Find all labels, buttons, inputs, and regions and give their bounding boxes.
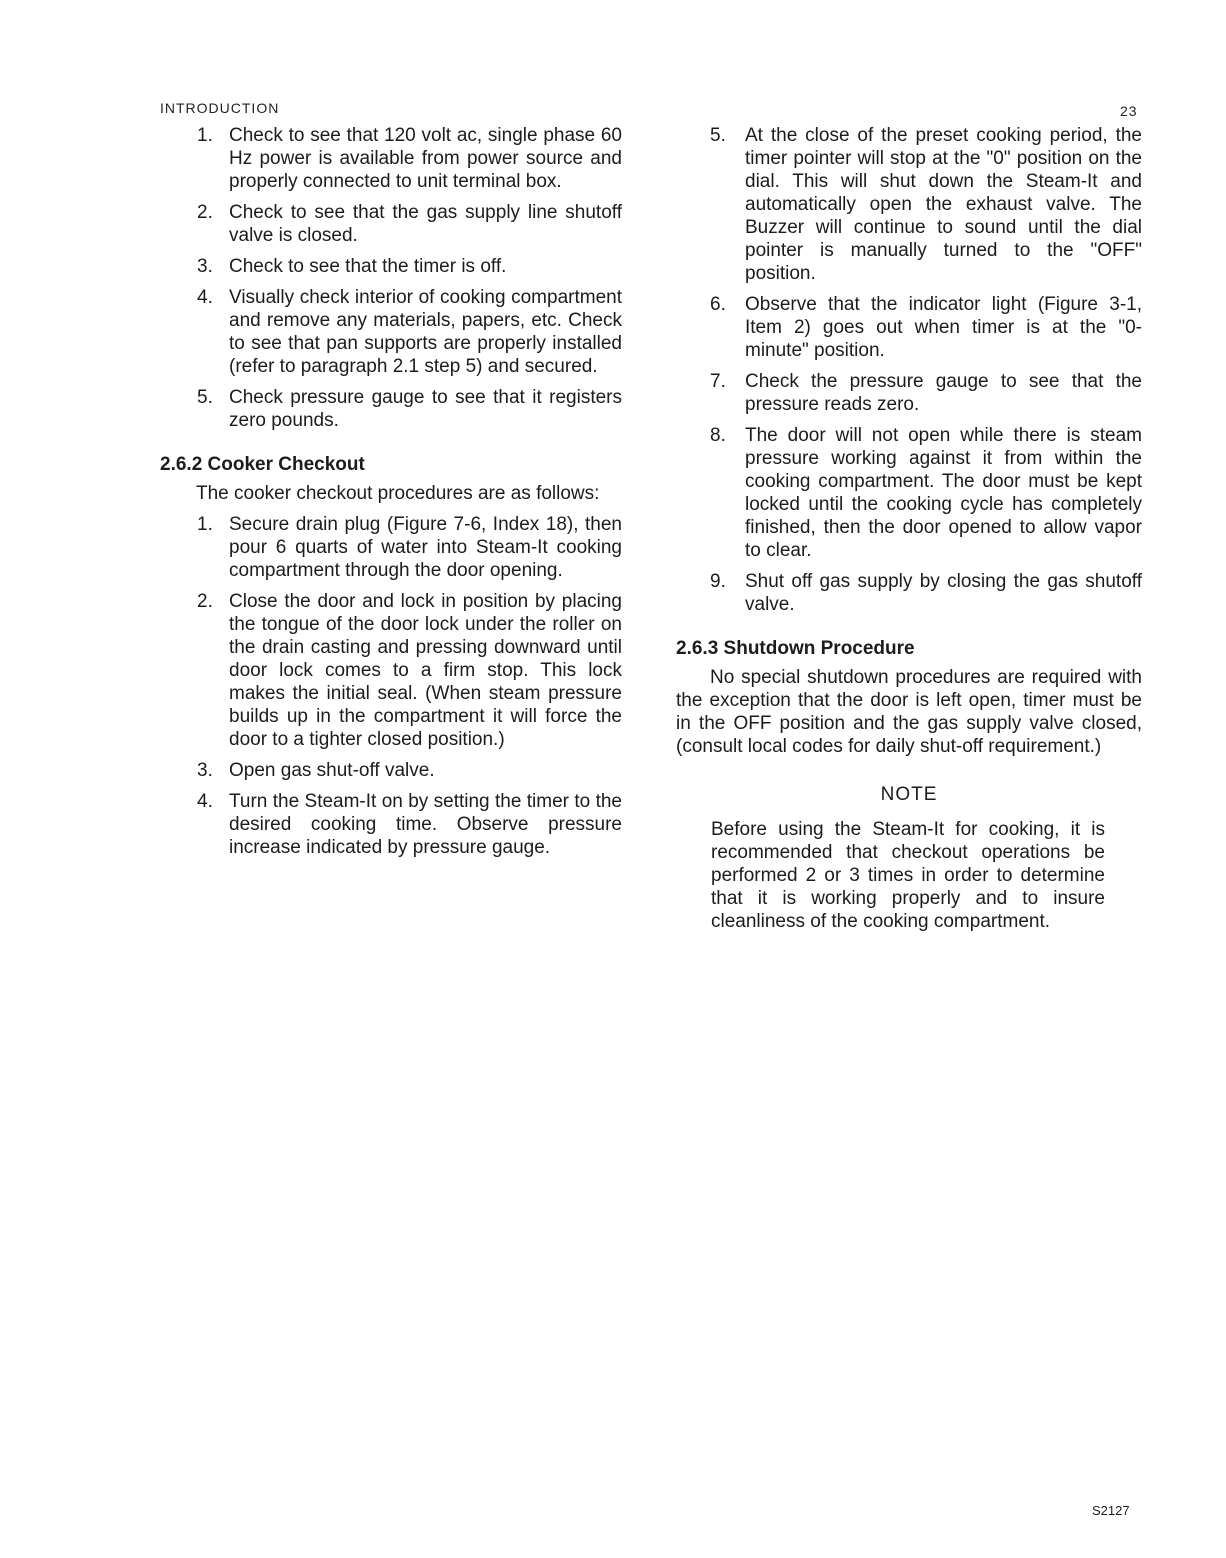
- item-text: Close the door and lock in position by placing the tongue of the door lock under the roller on the drain casting and pressing downward until door lock comes to a firm stop. This lock makes the initial seal. (When steam pressure builds up in the compartment it will force the door to a tighter closed position.): [229, 591, 622, 750]
- preliminary-checklist: [160, 124, 622, 432]
- document-code: S2127: [1092, 1503, 1130, 1518]
- item-text: Turn the Steam-It on by setting the timer to the desired cooking time. Observe pressure increase indicated by pressure gauge.: [229, 791, 622, 858]
- item-text: Observe that the indicator light (Figure 3-1, Item 2) goes out when timer is at the "0-minute" position.: [745, 294, 1142, 361]
- left-column: [160, 124, 622, 867]
- item-text: At the close of the preset cooking period, the timer pointer will stop at the "0" position on the dial. This will shut down the Steam-It and automatically open the exhaust valve. The Buzzer will continue to sound until the dial pointer is manually turned to the "OFF" position.: [745, 125, 1142, 284]
- item-number: 2.: [197, 591, 213, 612]
- list-item: [160, 513, 622, 582]
- note-body: Before using the Steam-It for cooking, it is recommended that checkout operations be performed 2 or 3 times in order to determine that it is working properly and to insure cleanliness of the cooking compartment.: [711, 819, 1105, 932]
- item-text: Check to see that the gas supply line shutoff valve is closed.: [229, 202, 622, 246]
- list-item: [160, 759, 622, 782]
- item-number: 4.: [197, 287, 213, 308]
- list-item: [676, 424, 1142, 562]
- section-title-shutdown: 2.6.3 Shutdown Procedure: [676, 638, 915, 659]
- item-number: 5.: [197, 387, 213, 408]
- list-item: [676, 570, 1142, 616]
- list-item: [160, 386, 622, 432]
- list-item: [160, 790, 622, 859]
- item-text: Check the pressure gauge to see that the pressure reads zero.: [745, 371, 1142, 415]
- list-item: [160, 286, 622, 378]
- shutdown-paragraph: No special shutdown procedures are required with the exception that the door is left open, timer must be in the OFF position and the gas supply valve closed, (consult local codes for daily shut-off requirement.): [676, 667, 1142, 757]
- section-intro: The cooker checkout procedures are as follows:: [196, 483, 600, 504]
- item-text: Secure drain plug (Figure 7-6, Index 18), then pour 6 quarts of water into Steam-It cooking compartment through the door opening.: [229, 514, 622, 581]
- item-number: 9.: [710, 571, 726, 592]
- item-number: 4.: [197, 791, 213, 812]
- item-number: 8.: [710, 425, 726, 446]
- list-item: [676, 293, 1142, 362]
- item-text: Open gas shut-off valve.: [229, 760, 435, 781]
- section-title-cooker-checkout: 2.6.2 Cooker Checkout: [160, 454, 365, 475]
- item-number: 7.: [710, 371, 726, 392]
- list-item: [160, 590, 622, 751]
- section-header: INTRODUCTION: [160, 100, 280, 116]
- item-number: 3.: [197, 760, 213, 781]
- note-title: NOTE: [880, 784, 938, 805]
- cooker-checkout-steps: [160, 513, 622, 859]
- item-number: 1.: [197, 514, 213, 535]
- item-text: Check pressure gauge to see that it registers zero pounds.: [229, 387, 622, 431]
- page-number: 23: [1120, 103, 1138, 119]
- list-item: [676, 124, 1142, 285]
- cooker-checkout-steps-continued: [676, 124, 1142, 616]
- item-text: The door will not open while there is steam pressure working against it from within the cooking compartment. The door must be kept locked until the cooking cycle has completely finished, then the door opened to allow vapor to clear.: [745, 425, 1142, 561]
- list-item: [160, 201, 622, 247]
- item-text: Visually check interior of cooking compartment and remove any materials, papers, etc. Check to see that pan supports are properly installed (refer to paragraph 2.1 step 5) and secured.: [229, 287, 622, 377]
- item-text: Shut off gas supply by closing the gas shutoff valve.: [745, 571, 1142, 615]
- item-text: Check to see that the timer is off.: [229, 256, 507, 277]
- item-number: 1.: [197, 125, 213, 146]
- item-number: 3.: [197, 256, 213, 277]
- item-number: 5.: [710, 125, 726, 146]
- item-number: 6.: [710, 294, 726, 315]
- item-text: Check to see that 120 volt ac, single phase 60 Hz power is available from power source and properly connected to unit terminal box.: [229, 125, 622, 192]
- item-number: 2.: [197, 202, 213, 223]
- list-item: [160, 255, 622, 278]
- list-item: [676, 370, 1142, 416]
- right-column: [676, 124, 1142, 933]
- list-item: [160, 124, 622, 193]
